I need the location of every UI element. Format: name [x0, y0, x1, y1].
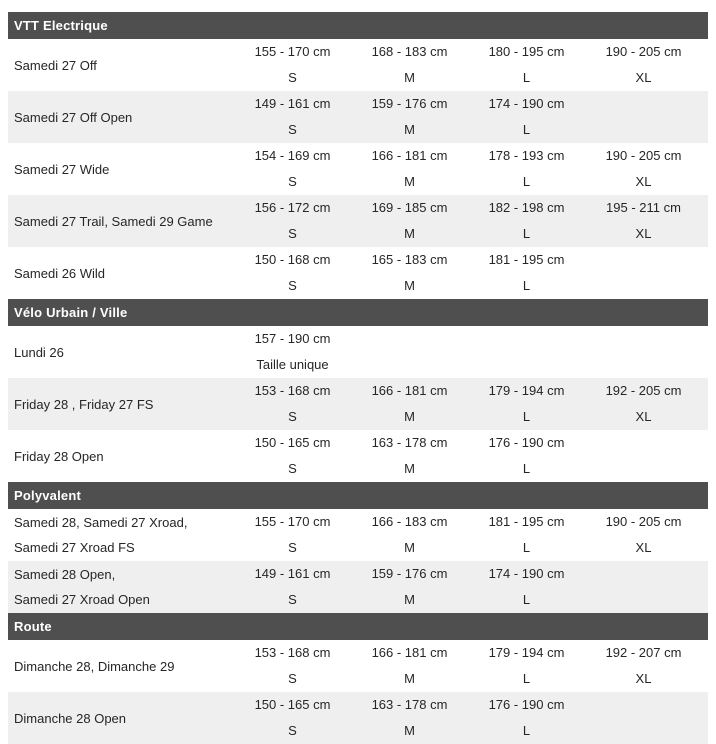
height-range: 180 - 195 cm — [488, 44, 565, 59]
size-cell — [351, 195, 468, 247]
size-cell-empty — [585, 561, 702, 613]
height-range: 159 - 176 cm — [371, 96, 448, 111]
size-cell — [351, 39, 468, 91]
size-cell-empty — [585, 430, 702, 482]
size-cell — [468, 430, 585, 482]
size-label: M — [404, 226, 415, 241]
size-cell — [585, 143, 702, 195]
size-label: M — [404, 174, 415, 189]
bike-model-name-line: Dimanche 28 Open — [14, 710, 127, 726]
size-label: M — [404, 671, 415, 686]
table-row — [8, 247, 708, 299]
size-cell — [468, 640, 585, 692]
size-label: S — [288, 671, 297, 686]
size-label: M — [404, 723, 415, 738]
size-label: XL — [635, 409, 652, 424]
bike-model-name — [8, 39, 234, 91]
size-cell — [234, 326, 351, 378]
size-label: S — [288, 540, 297, 555]
bike-model-name — [8, 247, 234, 299]
height-range: 176 - 190 cm — [488, 435, 565, 450]
size-cell — [351, 692, 468, 744]
height-range: 190 - 205 cm — [605, 148, 682, 163]
section-title: Polyvalent — [14, 488, 82, 503]
height-range: 149 - 161 cm — [254, 566, 331, 581]
height-range: 174 - 190 cm — [488, 96, 565, 111]
bike-model-name — [8, 640, 234, 692]
table-row — [8, 561, 708, 613]
size-cell — [468, 247, 585, 299]
bike-model-name — [8, 430, 234, 482]
bike-model-name — [8, 91, 234, 143]
size-label: M — [404, 540, 415, 555]
height-range: 157 - 190 cm — [254, 331, 331, 346]
size-cell — [234, 39, 351, 91]
size-cell — [351, 640, 468, 692]
height-range: 195 - 211 cm — [606, 200, 681, 215]
table-row — [8, 378, 708, 430]
size-label: L — [522, 122, 531, 137]
height-range: 149 - 161 cm — [254, 96, 331, 111]
size-cell — [468, 91, 585, 143]
size-cell — [468, 143, 585, 195]
size-label: M — [404, 592, 415, 607]
size-label: L — [522, 723, 531, 738]
size-label: M — [404, 278, 415, 293]
table-row — [8, 195, 708, 247]
size-cell — [351, 378, 468, 430]
bike-model-name — [8, 378, 234, 430]
size-label: L — [522, 592, 531, 607]
height-range: 181 - 195 cm — [488, 252, 565, 267]
height-range: 182 - 198 cm — [488, 200, 565, 215]
size-label: L — [522, 671, 531, 686]
size-label: S — [288, 70, 297, 85]
bike-model-name-line: Samedi 27 Trail, Samedi 29 Game — [14, 213, 213, 229]
size-cell — [351, 561, 468, 613]
bike-model-name-line: Friday 28 , Friday 27 FS — [14, 396, 154, 412]
bike-model-name-line: Lundi 26 — [14, 344, 64, 360]
section-title: Route — [14, 619, 52, 634]
table-row — [8, 326, 708, 378]
size-cell — [234, 247, 351, 299]
size-cell — [585, 509, 702, 561]
size-cell-empty — [585, 326, 702, 378]
bike-model-name — [8, 195, 234, 247]
size-cell-empty — [585, 247, 702, 299]
height-range: 166 - 181 cm — [371, 383, 448, 398]
size-cell — [234, 195, 351, 247]
size-label: M — [404, 122, 415, 137]
size-cell — [585, 640, 702, 692]
size-label: S — [288, 278, 297, 293]
size-cell — [351, 509, 468, 561]
table-row — [8, 91, 708, 143]
bike-model-name-line: Samedi 27 Off Open — [14, 109, 133, 125]
bike-model-name — [8, 509, 234, 561]
height-range: 153 - 168 cm — [254, 645, 331, 660]
height-range: 179 - 194 cm — [488, 645, 565, 660]
size-label: S — [288, 592, 297, 607]
height-range: 154 - 169 cm — [254, 148, 331, 163]
size-cell — [234, 143, 351, 195]
bike-model-name-line: Samedi 27 Xroad FS — [14, 540, 135, 555]
height-range: 169 - 185 cm — [371, 200, 448, 215]
section-header-polyvalent — [8, 482, 708, 509]
size-label: XL — [635, 226, 652, 241]
size-cell — [234, 640, 351, 692]
size-cell — [351, 143, 468, 195]
size-cell-empty — [468, 326, 585, 378]
size-cell — [468, 561, 585, 613]
size-label: XL — [635, 671, 652, 686]
height-range: 150 - 165 cm — [254, 435, 331, 450]
size-label: L — [522, 409, 531, 424]
size-cell — [234, 378, 351, 430]
bike-model-name-line: Samedi 27 Off — [14, 57, 97, 73]
height-range: 166 - 181 cm — [371, 148, 448, 163]
size-cell — [585, 39, 702, 91]
height-range: 155 - 170 cm — [254, 514, 331, 529]
size-cell — [234, 430, 351, 482]
size-cell — [585, 378, 702, 430]
size-cell — [351, 247, 468, 299]
bike-model-name-line: Dimanche 28, Dimanche 29 — [14, 658, 175, 674]
size-label: XL — [635, 540, 652, 555]
height-range: 159 - 176 cm — [371, 566, 448, 581]
bike-model-name-line: Samedi 28 Open, — [14, 567, 116, 582]
height-range: 155 - 170 cm — [254, 44, 331, 59]
size-cell — [468, 378, 585, 430]
height-range: 150 - 165 cm — [254, 697, 331, 712]
size-cell — [351, 91, 468, 143]
size-cell-empty — [585, 91, 702, 143]
bike-model-name-line: Samedi 26 Wild — [14, 265, 106, 281]
section-header-route — [8, 613, 708, 640]
size-cell — [234, 561, 351, 613]
size-label: XL — [635, 70, 652, 85]
size-cell — [351, 430, 468, 482]
size-label: L — [522, 226, 531, 241]
bike-model-name-line: Samedi 27 Xroad Open — [14, 592, 150, 607]
table-row — [8, 39, 708, 91]
size-label: M — [404, 409, 415, 424]
section-title: Vélo Urbain / Ville — [14, 305, 128, 320]
size-label: M — [404, 70, 415, 85]
size-chart-table — [8, 12, 708, 744]
height-range: 168 - 183 cm — [371, 44, 448, 59]
size-cell — [234, 91, 351, 143]
size-label: S — [288, 461, 297, 476]
bike-model-name — [8, 692, 234, 744]
size-label: S — [288, 226, 297, 241]
size-label: S — [288, 723, 297, 738]
height-range: 192 - 207 cm — [605, 645, 682, 660]
table-row — [8, 640, 708, 692]
bike-model-name — [8, 326, 234, 378]
size-label: Taille unique — [256, 357, 329, 372]
size-cell — [468, 195, 585, 247]
table-row — [8, 143, 708, 195]
bike-model-name — [8, 561, 234, 613]
size-cell — [468, 509, 585, 561]
size-cell — [585, 195, 702, 247]
size-label: L — [522, 278, 531, 293]
section-header-vtt-electrique — [8, 12, 708, 39]
table-row — [8, 509, 708, 561]
height-range: 192 - 205 cm — [605, 383, 682, 398]
height-range: 165 - 183 cm — [371, 252, 448, 267]
size-label: L — [522, 540, 531, 555]
table-row — [8, 692, 708, 744]
height-range: 190 - 205 cm — [605, 44, 682, 59]
size-cell — [234, 692, 351, 744]
bike-model-name — [8, 143, 234, 195]
size-cell-empty — [585, 692, 702, 744]
height-range: 179 - 194 cm — [488, 383, 565, 398]
height-range: 156 - 172 cm — [254, 200, 331, 215]
size-label: M — [404, 461, 415, 476]
size-label: L — [522, 174, 531, 189]
section-header-velo-urbain-ville — [8, 299, 708, 326]
section-title: VTT Electrique — [14, 18, 108, 33]
size-cell — [468, 692, 585, 744]
height-range: 174 - 190 cm — [488, 566, 565, 581]
height-range: 166 - 181 cm — [371, 645, 448, 660]
size-cell — [234, 509, 351, 561]
height-range: 166 - 183 cm — [371, 514, 448, 529]
bike-model-name-line: Samedi 28, Samedi 27 Xroad, — [14, 515, 188, 530]
height-range: 176 - 190 cm — [488, 697, 565, 712]
size-cell-empty — [351, 326, 468, 378]
height-range: 163 - 178 cm — [371, 697, 448, 712]
size-cell — [468, 39, 585, 91]
height-range: 190 - 205 cm — [605, 514, 682, 529]
height-range: 153 - 168 cm — [254, 383, 331, 398]
size-label: L — [522, 70, 531, 85]
table-row — [8, 430, 708, 482]
size-label: L — [522, 461, 531, 476]
height-range: 181 - 195 cm — [488, 514, 565, 529]
bike-model-name-line: Friday 28 Open — [14, 448, 104, 464]
height-range: 178 - 193 cm — [488, 148, 565, 163]
size-label: XL — [635, 174, 652, 189]
size-label: S — [288, 174, 297, 189]
size-label: S — [288, 122, 297, 137]
height-range: 150 - 168 cm — [254, 252, 331, 267]
height-range: 163 - 178 cm — [371, 435, 448, 450]
size-label: S — [288, 409, 297, 424]
bike-model-name-line: Samedi 27 Wide — [14, 161, 110, 177]
